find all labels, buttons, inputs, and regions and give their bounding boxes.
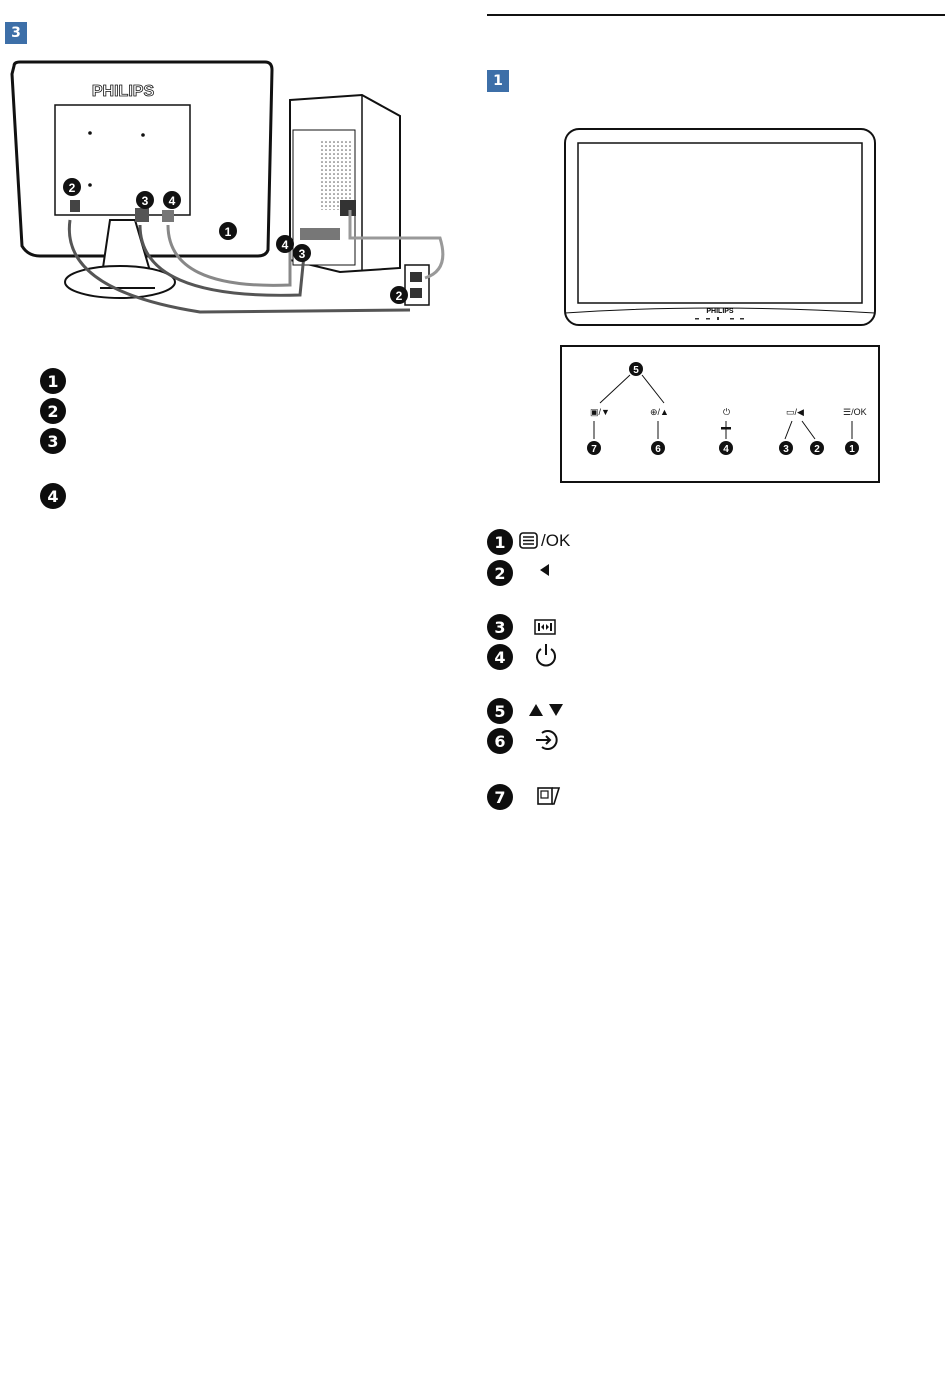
svg-text:4: 4 bbox=[281, 238, 289, 252]
svg-text:⏻: ⏻ bbox=[723, 407, 731, 417]
front-monitor-diagram bbox=[560, 125, 880, 330]
menu-ok-label: /OK bbox=[541, 531, 571, 550]
connection-diagram bbox=[0, 60, 470, 330]
panel-callout-7 bbox=[587, 441, 601, 455]
smartimage-icon bbox=[536, 785, 562, 807]
svg-text:2: 2 bbox=[68, 181, 76, 195]
legend-number-2: 2 bbox=[40, 398, 66, 424]
diagram-callout-3 bbox=[136, 191, 154, 209]
pc-callout-4 bbox=[276, 235, 294, 253]
panel-callout-6 bbox=[651, 441, 665, 455]
svg-text:4: 4 bbox=[723, 444, 729, 455]
section-rule bbox=[487, 14, 945, 16]
svg-text:1: 1 bbox=[224, 225, 232, 239]
panel-callout-2 bbox=[810, 441, 824, 455]
panel-callout-3 bbox=[779, 441, 793, 455]
panel-callout-1 bbox=[845, 441, 859, 455]
svg-text:▣/▼: ▣/▼ bbox=[590, 407, 610, 417]
power-icon bbox=[534, 642, 558, 668]
svg-text:7: 7 bbox=[591, 444, 597, 455]
pc-callout-3 bbox=[293, 244, 311, 262]
panel-callout-5: 5 bbox=[633, 365, 639, 376]
svg-text:▭/◀: ▭/◀ bbox=[786, 407, 804, 417]
diagram-callout-2 bbox=[63, 178, 81, 196]
svg-text:4: 4 bbox=[168, 194, 176, 208]
up-down-arrow-icon bbox=[528, 703, 566, 717]
legend-number-4: 4 bbox=[40, 483, 66, 509]
svg-text:2: 2 bbox=[814, 444, 820, 455]
control-panel-diagram bbox=[560, 345, 880, 483]
svg-text:3: 3 bbox=[298, 247, 306, 261]
input-icon bbox=[534, 728, 560, 752]
right-legend-number-4: 4 bbox=[487, 644, 513, 670]
step-badge-1: 1 bbox=[487, 70, 509, 92]
right-legend-number-3: 3 bbox=[487, 614, 513, 640]
svg-text:☰/OK: ☰/OK bbox=[843, 407, 867, 417]
svg-text:2: 2 bbox=[395, 289, 403, 303]
step-badge-3: 3 bbox=[5, 22, 27, 44]
svg-text:1: 1 bbox=[849, 444, 855, 455]
right-legend-number-1: 1 bbox=[487, 529, 513, 555]
front-brand-text: PHILIPS bbox=[706, 308, 734, 315]
diagram-callout-1 bbox=[219, 222, 237, 240]
legend-number-1: 1 bbox=[40, 368, 66, 394]
right-legend-number-7: 7 bbox=[487, 784, 513, 810]
legend-number-3: 3 bbox=[40, 428, 66, 454]
aspect-ratio-icon bbox=[534, 619, 556, 635]
monitor-brand-text: PHILIPS bbox=[91, 83, 155, 100]
right-legend-number-5: 5 bbox=[487, 698, 513, 724]
svg-text:⊕/▲: ⊕/▲ bbox=[650, 407, 669, 417]
diagram-callout-4 bbox=[163, 191, 181, 209]
svg-text:3: 3 bbox=[783, 444, 789, 455]
right-legend-number-6: 6 bbox=[487, 728, 513, 754]
menu-icon bbox=[518, 531, 540, 551]
pc-callout-2 bbox=[390, 286, 408, 304]
right-legend-number-2: 2 bbox=[487, 560, 513, 586]
panel-callout-4 bbox=[719, 441, 733, 455]
svg-text:6: 6 bbox=[655, 444, 661, 455]
left-arrow-icon bbox=[538, 563, 552, 577]
svg-text:3: 3 bbox=[141, 194, 149, 208]
